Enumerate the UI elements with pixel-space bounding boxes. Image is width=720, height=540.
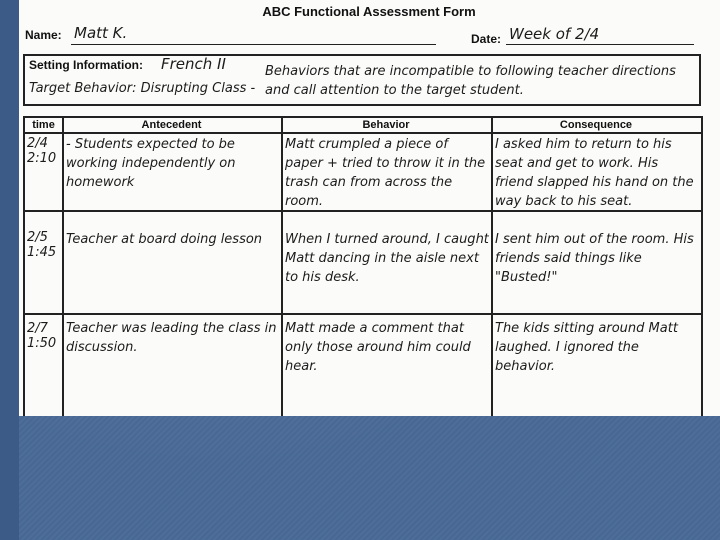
setting-value: French II	[161, 55, 226, 73]
table-row-3-behavior: Matt made a comment that only those around him could hear.	[285, 321, 471, 374]
abc-table	[23, 116, 703, 416]
header-behavior: Behavior	[281, 118, 491, 134]
table-row-1-antecedent: - Students expected to be working independently on homework	[66, 137, 236, 190]
table-row-2-antecedent: Teacher at board doing lesson	[66, 232, 263, 247]
column-divider	[491, 118, 493, 416]
row-date: 2/4	[27, 136, 48, 151]
table-row-3-antecedent: Teacher was leading the class in discussion.	[66, 321, 277, 355]
row-time: 1:45	[27, 245, 57, 260]
header-consequence: Consequence	[491, 118, 701, 134]
table-row-3-consequence: The kids sitting around Matt laughed. I ignored the behavior.	[495, 321, 678, 374]
name-label: Name:	[25, 28, 62, 42]
table-row-3-time	[27, 321, 61, 351]
table-row-1-behavior: Matt crumpled a piece of paper + tried to throw it in the trash can from across the room.	[285, 137, 486, 209]
row-date: 2/5	[27, 230, 48, 245]
table-row-2-time	[27, 230, 61, 260]
form-title: ABC Functional Assessment Form	[262, 4, 476, 19]
row-divider	[25, 210, 701, 212]
table-row-1-consequence: I asked him to return to his seat and get to work. His friend slapped his hand on the way back to his seat.	[495, 137, 694, 209]
header-time: time	[25, 118, 62, 134]
table-row-2-behavior: When I turned around, I caught Matt dancing in the aisle next to his desk.	[285, 232, 489, 285]
date-value: Week of 2/4	[509, 25, 600, 43]
date-underline	[506, 44, 694, 45]
column-divider	[62, 118, 64, 416]
setting-info-box	[23, 54, 701, 106]
row-divider	[25, 313, 701, 315]
row-time: 1:50	[27, 336, 57, 351]
target-behavior-label: Target Behavior: Disrupting Class -	[29, 81, 256, 96]
header-antecedent: Antecedent	[62, 118, 281, 134]
date-label: Date:	[471, 32, 502, 46]
target-behavior-value: Behaviors that are incompatible to following teacher directions and call attention to the target student.	[265, 64, 676, 98]
table-row-1-time	[27, 136, 61, 166]
name-underline	[71, 44, 436, 45]
column-divider	[281, 118, 283, 416]
table-row-2-consequence: I sent him out of the room. His friends said things like "Busted!"	[495, 232, 694, 285]
name-value: Matt K.	[74, 24, 128, 42]
setting-label: Setting Information:	[29, 58, 143, 72]
slide-left-stripe	[0, 0, 19, 540]
row-date: 2/7	[27, 321, 48, 336]
scanned-form	[19, 0, 720, 416]
row-time: 2:10	[27, 151, 57, 166]
